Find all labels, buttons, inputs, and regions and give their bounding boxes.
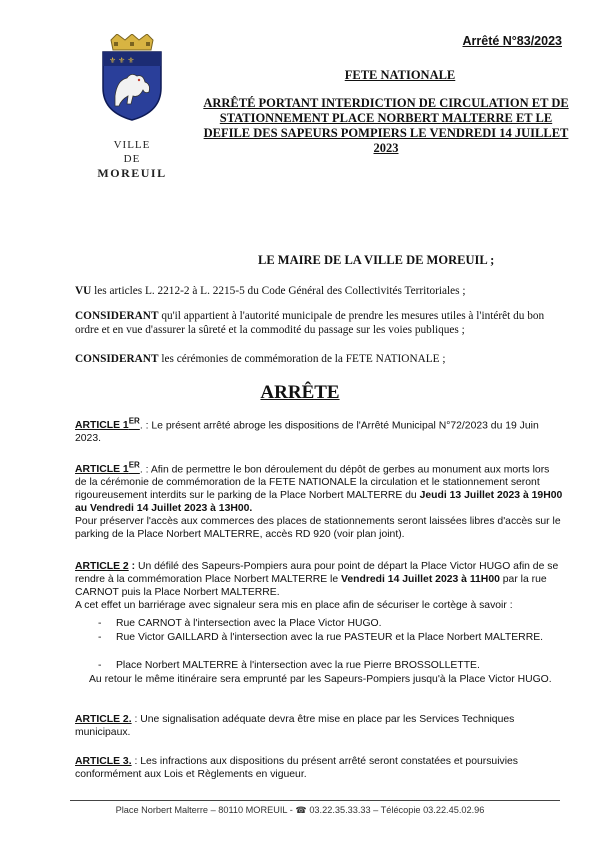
article-1b-dates: Jeudi 13 Juillet 2023 à 19H00 au Vendredi 14 Juillet 2023 à 13H00. (75, 490, 563, 515)
list-item: - Rue Victor GAILLARD à l'intersection avec la rue PASTEUR et la Place Norbert MALTERRE. (98, 632, 544, 643)
article-1b-text-1: Afin de permettre le bon déroulement du dépôt de gerbes au monument aux morts lors de la cérémonie de commémoration de la FETE NATIONALE la circulation et le stationnement seront rigoureusement interdits sur le parking de la Place Norbert MALTERRE du (75, 464, 550, 502)
article-2-signalisation (75, 713, 563, 739)
footer-divider (70, 800, 560, 801)
article-1b-sep: . : (139, 464, 149, 476)
article-1b-label (75, 461, 140, 476)
town-line-de: DE (123, 153, 141, 165)
barrier-item-2: Rue Victor GAILLARD à l'intersection avec la rue PASTEUR et la Place Norbert MALTERRE. (116, 632, 544, 643)
considerant-text-2: les cérémonies de commémoration de la FETE NATIONALE ; (158, 353, 446, 365)
vu-text: les articles L. 2212-2 à L. 2215-5 du Code Général des Collectivités Territoriales ; (91, 285, 466, 297)
article-2b-sep: : (131, 714, 138, 725)
barrier-item-1: Rue CARNOT à l'intersection avec la Place Victor HUGO. (116, 618, 382, 629)
article-2-date: Vendredi 14 Juillet 2023 à 11H00 (341, 574, 500, 585)
article-1b-label-text: ARTICLE 1 (75, 464, 129, 476)
arrete-number: Arrêté N°83/2023 (462, 34, 562, 48)
article-1-interdiction (75, 459, 563, 541)
maire-heading: LE MAIRE DE LA VILLE DE MOREUIL ; (258, 253, 495, 267)
vu-label: VU (75, 285, 92, 297)
article-3-label: ARTICLE 3. (75, 756, 132, 767)
title-arrete-subject: ARRÊTÉ PORTANT INTERDICTION DE CIRCULATION ET DE STATIONNEMENT PLACE NORBERT MALTERRE ET LE DEFILE DES SAPEURS POMPIERS LE VENDREDI 14 JUILLET 2023 (203, 96, 569, 155)
article-1a-sup: ER (128, 417, 140, 426)
considerant-text-1: qu'il appartient à l'autorité municipale de prendre les mesures utiles à l'intérêt du bon ordre et en vue d'assurer la sûreté et la commodité du passage sur les voies publiques ; (75, 310, 545, 336)
vu-paragraph (75, 285, 563, 299)
considerant-label-2: CONSIDERANT (75, 353, 159, 365)
article-1a-label-text: ARTICLE 1 (75, 420, 129, 432)
article-1a-label (75, 417, 140, 432)
article-2-text-2: par la rue CARNOT puis la Place Norbert MALTERRE. (75, 574, 547, 598)
town-crest-icon (97, 34, 167, 122)
article-2-text-1: Un défilé des Sapeurs-Pompiers aura pour point de départ la Place Victor HUGO afin de se rendre à la commémoration Place Norbert MALTERRE le (75, 561, 559, 585)
article-2-text-3: A cet effet un barriérage avec signaleur sera mis en place afin de sécuriser le cortège à savoir : (75, 600, 513, 611)
article-1a-sep: . : (139, 420, 149, 432)
considerant-paragraph-1 (75, 310, 563, 337)
list-item: - Rue CARNOT à l'intersection avec la Place Victor HUGO. (98, 618, 382, 629)
considerant-label-1: CONSIDERANT (75, 310, 159, 322)
article-2-retour: Au retour le même itinéraire sera emprunté par les Sapeurs-Pompiers jusqu'à la Place Victor HUGO. (89, 674, 552, 685)
article-1b-sup: ER (128, 461, 140, 470)
considerant-paragraph-2 (75, 353, 563, 367)
article-3-text: Les infractions aux dispositions du présent arrêté seront constatées et poursuivies conformément aux Lois et Règlements en vigueur. (75, 756, 518, 780)
article-3-sep: : (131, 756, 138, 767)
list-item: - Place Norbert MALTERRE à l'intersection avec la rue Pierre BROSSOLLETTE. (98, 660, 480, 671)
article-2-label: ARTICLE 2 (75, 561, 129, 572)
footer-address: Place Norbert Malterre – 80110 MOREUIL - ☎ 03.22.35.33.33 – Télécopie 03.22.45.02.96 (115, 805, 485, 815)
town-line-ville: VILLE (113, 139, 151, 151)
title-fete-nationale: FETE NATIONALE (344, 68, 456, 82)
town-name (88, 138, 176, 180)
article-1a-text: Le présent arrêté abroge les dispositions de l'Arrêté Municipal N°72/2023 du 19 Juin 2023. (75, 420, 539, 445)
town-line-moreuil: MOREUIL (97, 166, 167, 180)
article-2-sep: : (128, 561, 136, 572)
barrier-item-3: Place Norbert MALTERRE à l'intersection avec la rue Pierre BROSSOLLETTE. (116, 660, 480, 671)
article-2b-text: Une signalisation adéquate devra être mise en place par les Services Techniques municipaux. (75, 714, 515, 738)
article-2-defile (75, 560, 563, 612)
arrete-heading: ARRÊTE (260, 382, 340, 403)
svg-text:⚜ ⚜ ⚜: ⚜ ⚜ ⚜ (109, 56, 135, 65)
article-1-abrogation (75, 415, 563, 445)
article-3-infractions (75, 755, 563, 781)
article-2b-label: ARTICLE 2. (75, 714, 132, 725)
article-1b-text-2: Pour préserver l'accès aux commerces des places de stationnements seront laissées libres d'accès sur le parking de la Place Norbert MALTERRE, accès RD 920 (voir plan joint). (75, 516, 561, 541)
